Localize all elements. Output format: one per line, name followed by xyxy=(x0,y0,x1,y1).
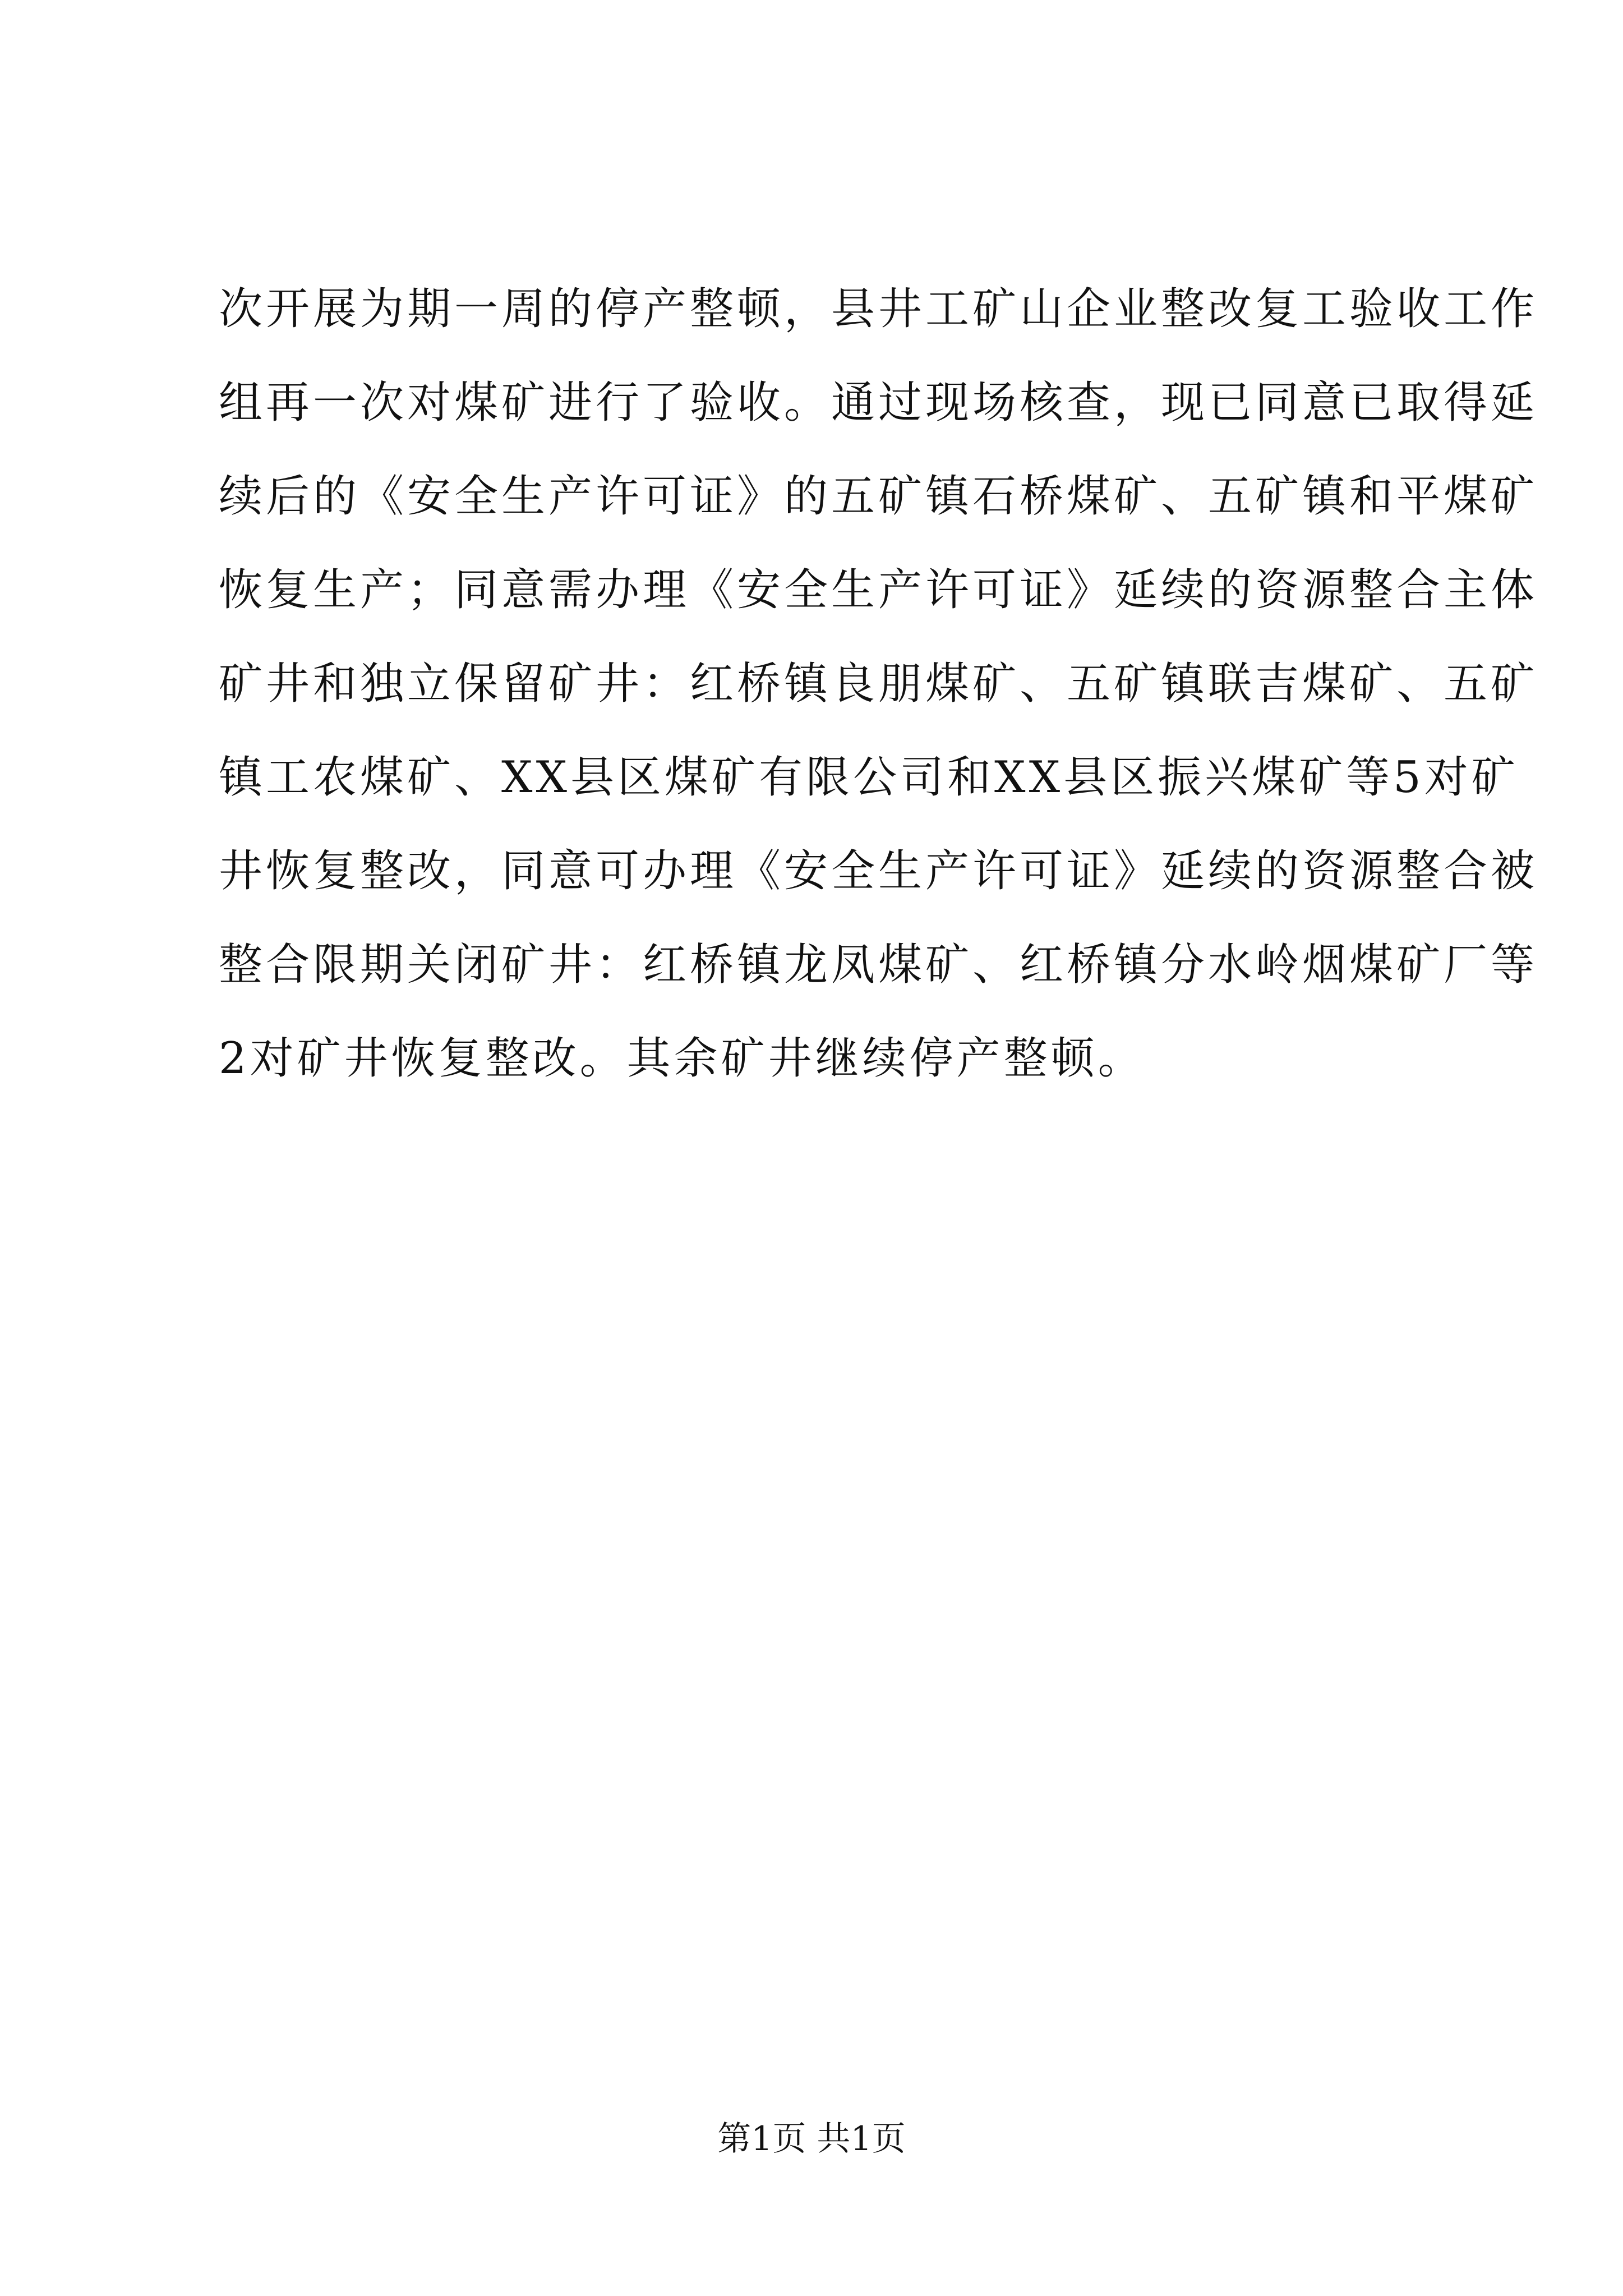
paragraph-line: 整合限期关闭矿井：红桥镇龙凤煤矿、红桥镇分水岭烟煤矿厂等 xyxy=(219,940,1538,990)
paragraph-line: 镇工农煤矿、XX县区煤矿有限公司和XX县区振兴煤矿等5对矿 xyxy=(219,752,1519,803)
paragraph-line: 次开展为期一周的停产整顿，县井工矿山企业整改复工验收工作 xyxy=(219,284,1538,334)
paragraph-line: 组再一次对煤矿进行了验收。通过现场核查，现已同意已取得延 xyxy=(219,378,1538,428)
paragraph-line: 2对矿井恢复整改。其余矿井继续停产整顿。 xyxy=(219,1033,1145,1084)
paragraph-line: 恢复生产；同意需办理《安全生产许可证》延续的资源整合主体 xyxy=(219,565,1538,615)
paragraph-line: 井恢复整改，同意可办理《安全生产许可证》延续的资源整合被 xyxy=(219,846,1538,896)
page-footer xyxy=(0,2114,1623,2164)
body-paragraph xyxy=(219,263,1538,1106)
paragraph-line: 续后的《安全生产许可证》的五矿镇石桥煤矿、五矿镇和平煤矿 xyxy=(219,471,1538,522)
paragraph-line: 矿井和独立保留矿井：红桥镇良朋煤矿、五矿镇联吉煤矿、五矿 xyxy=(219,659,1538,709)
page-number-label: 第1页 共1页 xyxy=(717,2119,906,2159)
